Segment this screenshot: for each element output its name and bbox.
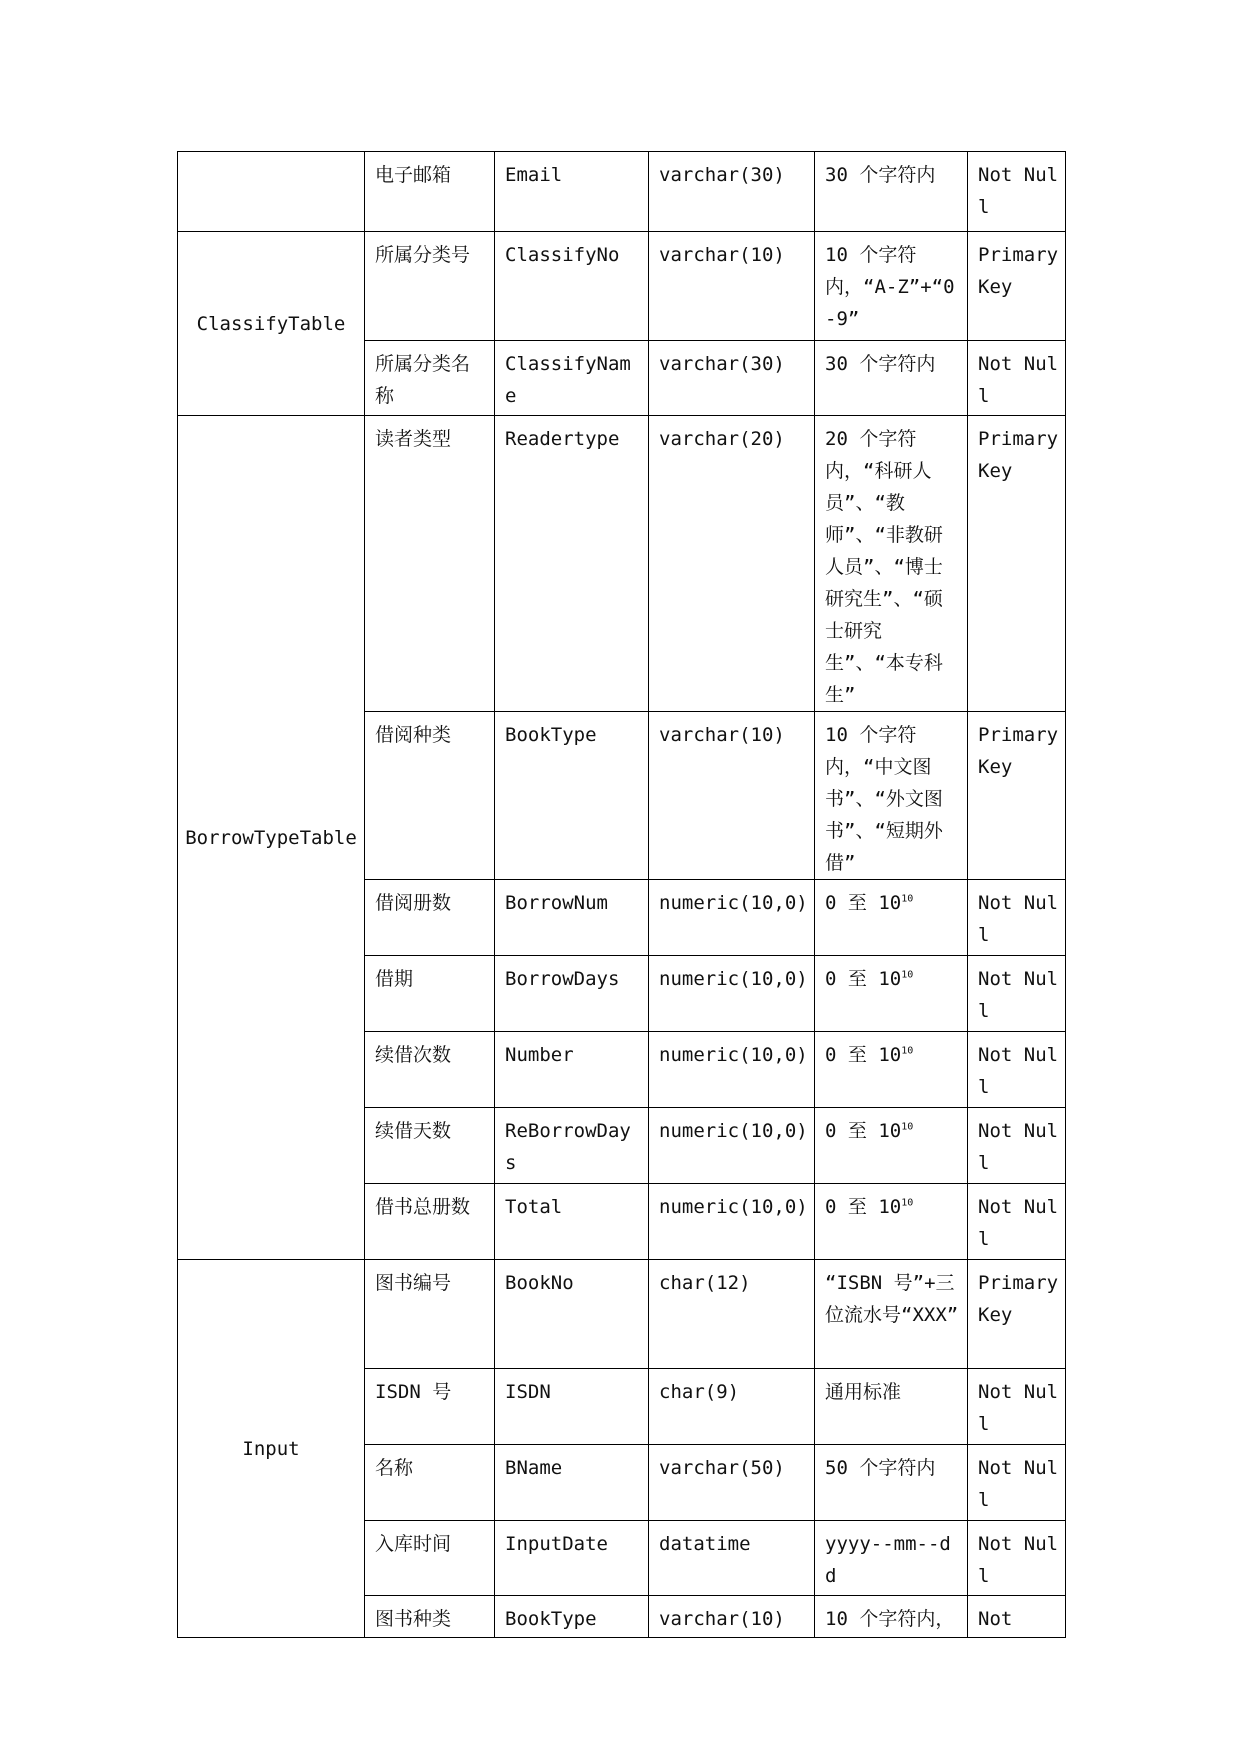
field-rule-cell: 50 个字符内 (815, 1445, 968, 1521)
field-rule-cell: “ISBN 号”+三位流水号“XXX” (815, 1260, 968, 1369)
field-name-cell: ReBorrowDays (495, 1108, 649, 1184)
field-constraint-cell: Not Null (968, 880, 1066, 956)
table-name-cell (178, 152, 365, 232)
field-label-cell: 借阅种类 (365, 712, 495, 880)
field-type-cell: numeric(10,0) (649, 956, 815, 1032)
field-name-cell: InputDate (495, 1521, 649, 1596)
data-dictionary-table (177, 151, 1070, 1638)
table-row (178, 416, 1066, 712)
field-type-cell: varchar(10) (649, 232, 815, 341)
range-base: 0 至 10 (825, 968, 902, 990)
field-type-cell: numeric(10,0) (649, 1032, 815, 1108)
table-row (178, 232, 1066, 341)
field-rule-cell: 20 个字符内，“科研人员”、“教师”、“非教研人员”、“博士研究生”、“硕士研究生”、“本专科生” (815, 416, 968, 712)
field-label-cell: 所属分类名称 (365, 341, 495, 416)
field-type-cell: numeric(10,0) (649, 1184, 815, 1260)
range-base: 0 至 10 (825, 892, 902, 914)
table-name-cell: ClassifyTable (178, 232, 365, 416)
field-name-cell: Total (495, 1184, 649, 1260)
field-label-cell: 入库时间 (365, 1521, 495, 1596)
field-rule-cell (815, 1032, 968, 1108)
field-label-cell: 电子邮箱 (365, 152, 495, 232)
range-exponent: 10 (901, 893, 914, 905)
field-type-cell: char(12) (649, 1260, 815, 1369)
field-rule-cell: 30 个字符内 (815, 341, 968, 416)
range-exponent: 10 (901, 1121, 914, 1133)
field-label-cell: 续借次数 (365, 1032, 495, 1108)
table-name-cell: BorrowTypeTable (178, 416, 365, 1260)
table-row (178, 152, 1066, 232)
field-constraint-cell: Not Null (968, 1521, 1066, 1596)
field-type-cell: char(9) (649, 1369, 815, 1445)
field-constraint-cell: Not Null (968, 1445, 1066, 1521)
range-exponent: 10 (901, 1045, 914, 1057)
field-type-cell: varchar(20) (649, 416, 815, 712)
field-name-cell: BookType (495, 1596, 649, 1638)
field-name-cell: ClassifyName (495, 341, 649, 416)
range-base: 0 至 10 (825, 1196, 902, 1218)
field-constraint-cell: Not (968, 1596, 1066, 1638)
field-constraint-cell: Not Null (968, 152, 1066, 232)
field-constraint-cell: Primary Key (968, 712, 1066, 880)
field-name-cell: Readertype (495, 416, 649, 712)
field-label-cell: 名称 (365, 1445, 495, 1521)
field-label-cell: 借书总册数 (365, 1184, 495, 1260)
field-constraint-cell: Not Null (968, 341, 1066, 416)
field-label-cell: 续借天数 (365, 1108, 495, 1184)
field-type-cell: numeric(10,0) (649, 880, 815, 956)
field-name-cell: BorrowDays (495, 956, 649, 1032)
field-label-cell: 借阅册数 (365, 880, 495, 956)
field-name-cell: ClassifyNo (495, 232, 649, 341)
field-label-cell: 读者类型 (365, 416, 495, 712)
field-rule-cell (815, 880, 968, 956)
field-name-cell: BorrowNum (495, 880, 649, 956)
field-constraint-cell: Primary Key (968, 1260, 1066, 1369)
table-row (178, 1260, 1066, 1369)
table-name-cell: Input (178, 1260, 365, 1638)
field-label-cell: ISDN 号 (365, 1369, 495, 1445)
field-type-cell: varchar(50) (649, 1445, 815, 1521)
field-rule-cell: 通用标准 (815, 1369, 968, 1445)
range-base: 0 至 10 (825, 1120, 902, 1142)
range-exponent: 10 (901, 969, 914, 981)
field-constraint-cell: Not Null (968, 1184, 1066, 1260)
field-type-cell: varchar(10) (649, 712, 815, 880)
field-rule-cell (815, 1108, 968, 1184)
field-name-cell: ISDN (495, 1369, 649, 1445)
field-name-cell: BookNo (495, 1260, 649, 1369)
field-rule-cell (815, 956, 968, 1032)
field-label-cell: 图书编号 (365, 1260, 495, 1369)
field-type-cell: varchar(30) (649, 152, 815, 232)
field-name-cell: BookType (495, 712, 649, 880)
field-constraint-cell: Not Null (968, 1369, 1066, 1445)
field-rule-cell: yyyy--mm--dd (815, 1521, 968, 1596)
field-rule-cell: 10 个字符内，“中文图书”、“外文图书”、“短期外借” (815, 712, 968, 880)
field-name-cell: BName (495, 1445, 649, 1521)
field-type-cell: varchar(30) (649, 341, 815, 416)
field-label-cell: 借期 (365, 956, 495, 1032)
field-rule-cell: 10 个字符内，“A-Z”+“0-9” (815, 232, 968, 341)
field-rule-cell: 10 个字符内， (815, 1596, 968, 1638)
field-label-cell: 图书种类 (365, 1596, 495, 1638)
field-rule-cell (815, 1184, 968, 1260)
range-exponent: 10 (901, 1197, 914, 1209)
field-name-cell: Number (495, 1032, 649, 1108)
field-constraint-cell: Primary Key (968, 416, 1066, 712)
field-rule-cell: 30 个字符内 (815, 152, 968, 232)
field-constraint-cell: Primary Key (968, 232, 1066, 341)
range-base: 0 至 10 (825, 1044, 902, 1066)
field-constraint-cell: Not Null (968, 1108, 1066, 1184)
field-type-cell: numeric(10,0) (649, 1108, 815, 1184)
field-label-cell: 所属分类号 (365, 232, 495, 341)
field-constraint-cell: Not Null (968, 1032, 1066, 1108)
field-name-cell: Email (495, 152, 649, 232)
field-type-cell: varchar(10) (649, 1596, 815, 1638)
field-type-cell: datatime (649, 1521, 815, 1596)
field-constraint-cell: Not Null (968, 956, 1066, 1032)
